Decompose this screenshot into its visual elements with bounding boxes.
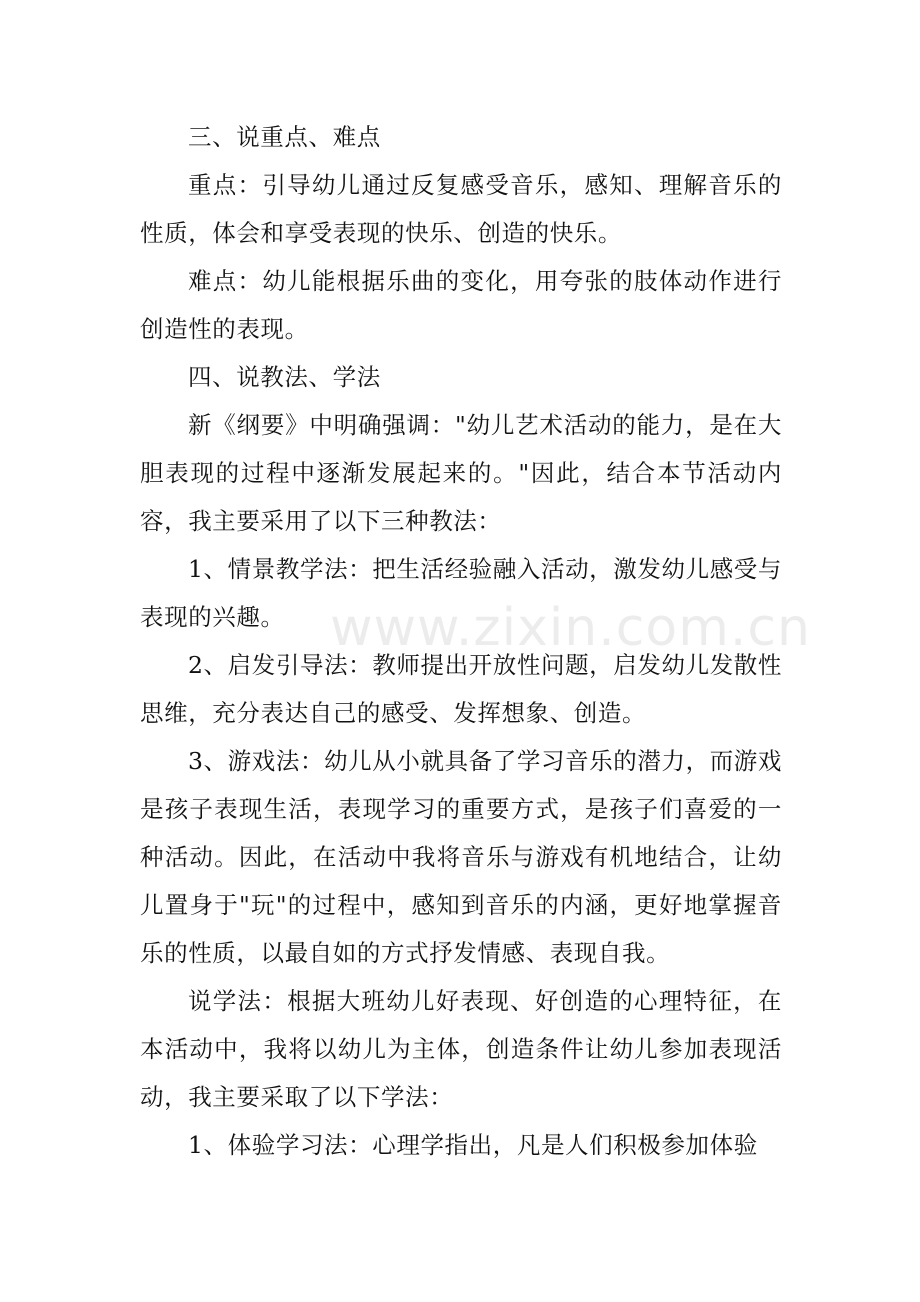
document-body (140, 113, 782, 1169)
paragraph-experiential-learning: 1、体验学习法：心理学指出，凡是人们积极参加体验 (188, 1131, 758, 1159)
paragraph-method-game: 3、游戏法：幼儿从小就具备了学习音乐的潜力，而游戏是孩子表现生活，表现学习的重要方式，是孩子们喜爱的一种活动。因此，在活动中我将音乐与游戏有机地结合，让幼儿置身于"玩"的过程中，感知到音乐的内涵，更好地掌握音乐的性质，以最自如的方式抒发情感、表现自我。 (140, 747, 782, 967)
paragraph-difficulty: 难点：幼儿能根据乐曲的变化，用夸张的肢体动作进行创造性的表现。 (140, 267, 782, 343)
heading-key-points: 三、说重点、难点 (188, 123, 381, 151)
paragraph-method-inspiration: 2、启发引导法：教师提出开放性问题，启发幼儿发散性思维，充分表达自己的感受、发挥想象、创造。 (140, 651, 782, 727)
paragraph-method-situational: 1、情景教学法：把生活经验融入活动，激发幼儿感受与表现的兴趣。 (140, 555, 782, 631)
paragraph-key-point: 重点：引导幼儿通过反复感受音乐，感知、理解音乐的性质，体会和享受表现的快乐、创造的快乐。 (140, 171, 782, 247)
paragraph-learning-methods: 说学法：根据大班幼儿好表现、好创造的心理特征，在本活动中，我将以幼儿为主体，创造条件让幼儿参加表现活动，我主要采取了以下学法： (140, 987, 782, 1111)
watermark-text: www.zixin.com.cn (330, 598, 811, 658)
paragraph-outline-quote: 新《纲要》中明确强调："幼儿艺术活动的能力，是在大胆表现的过程中逐渐发展起来的。"因此，结合本节活动内容，我主要采用了以下三种教法： (140, 411, 782, 535)
heading-teaching-methods: 四、说教法、学法 (188, 363, 381, 391)
